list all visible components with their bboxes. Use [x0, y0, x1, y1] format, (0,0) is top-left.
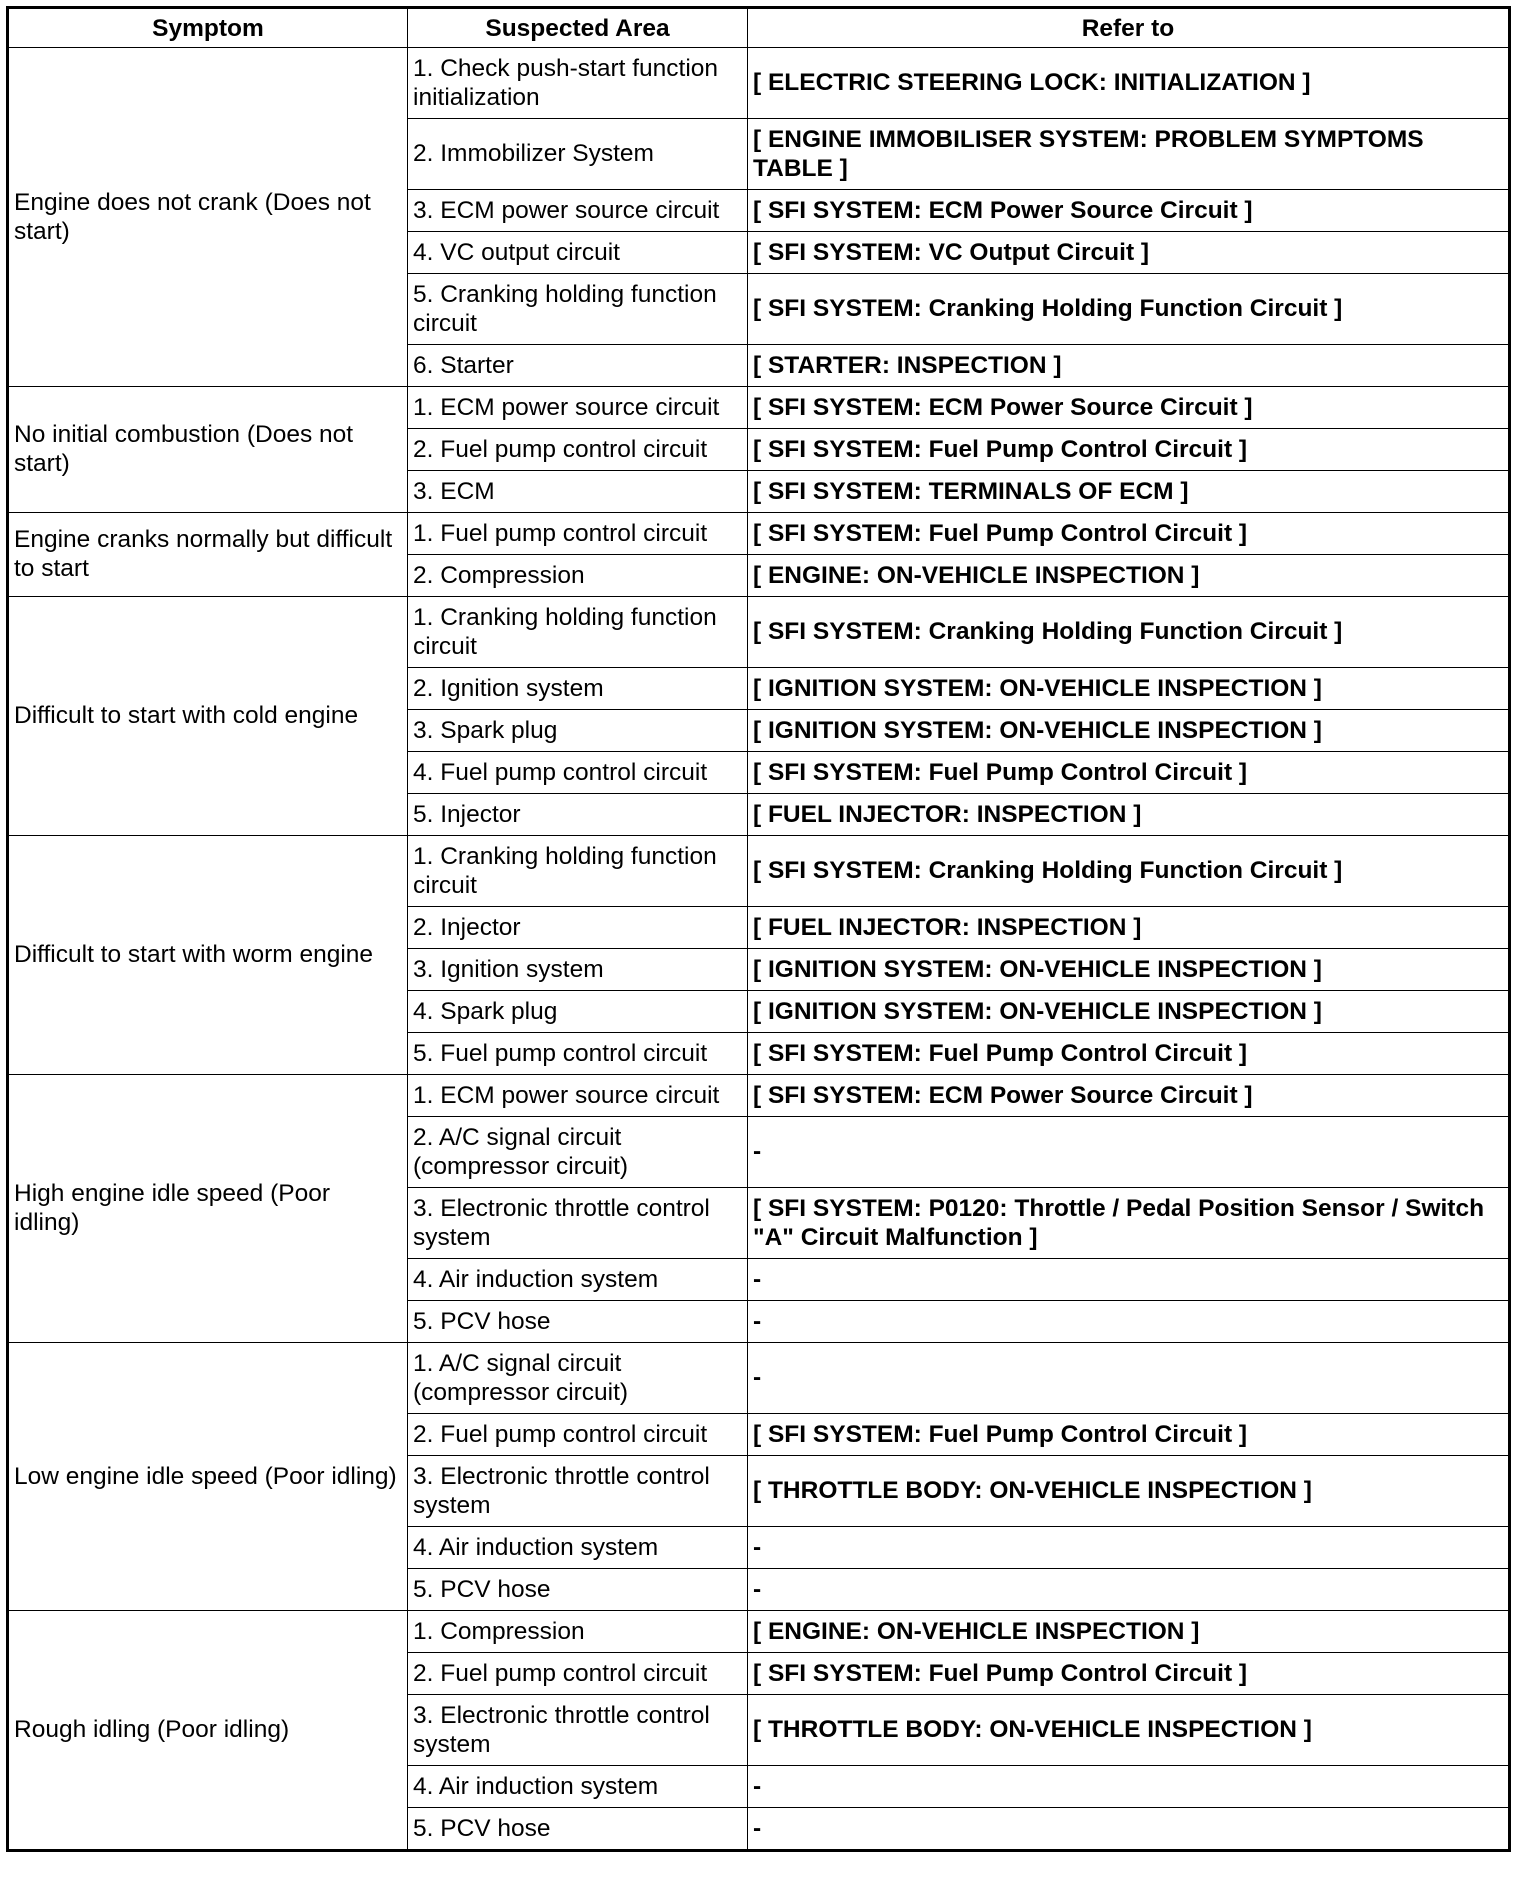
table-row	[8, 48, 1510, 119]
table-row	[8, 513, 1510, 555]
problem-symptoms-table	[6, 6, 1511, 1852]
suspected-area-cell: 5. PCV hose	[408, 1808, 748, 1851]
symptom-cell: Engine cranks normally but difficult to start	[8, 513, 408, 597]
refer-to-link[interactable]: [ SFI SYSTEM: TERMINALS OF ECM ]	[748, 471, 1510, 513]
refer-to-cell: -	[748, 1117, 1510, 1188]
suspected-area-cell: 4. Air induction system	[408, 1527, 748, 1569]
symptom-cell: High engine idle speed (Poor idling)	[8, 1075, 408, 1343]
refer-to-link[interactable]: [ THROTTLE BODY: ON-VEHICLE INSPECTION ]	[748, 1695, 1510, 1766]
suspected-area-cell: 1. ECM power source circuit	[408, 1075, 748, 1117]
refer-to-link[interactable]: [ FUEL INJECTOR: INSPECTION ]	[748, 907, 1510, 949]
refer-to-link[interactable]: [ ENGINE: ON-VEHICLE INSPECTION ]	[748, 1611, 1510, 1653]
suspected-area-cell: 4. Spark plug	[408, 991, 748, 1033]
suspected-area-cell: 1. Check push-start function initialization	[408, 48, 748, 119]
refer-to-cell: -	[748, 1808, 1510, 1851]
suspected-area-cell: 1. A/C signal circuit (compressor circuit)	[408, 1343, 748, 1414]
refer-to-cell: -	[748, 1527, 1510, 1569]
refer-to-cell: -	[748, 1301, 1510, 1343]
suspected-area-cell: 3. Electronic throttle control system	[408, 1456, 748, 1527]
refer-to-link[interactable]: [ ENGINE IMMOBILISER SYSTEM: PROBLEM SYMPTOMS TABLE ]	[748, 119, 1510, 190]
suspected-area-cell: 1. Cranking holding function circuit	[408, 836, 748, 907]
refer-to-link[interactable]: [ SFI SYSTEM: Fuel Pump Control Circuit ]	[748, 1653, 1510, 1695]
suspected-area-cell: 1. Fuel pump control circuit	[408, 513, 748, 555]
suspected-area-cell: 2. Immobilizer System	[408, 119, 748, 190]
suspected-area-cell: 2. Fuel pump control circuit	[408, 1414, 748, 1456]
symptom-cell: Difficult to start with worm engine	[8, 836, 408, 1075]
refer-to-cell: -	[748, 1343, 1510, 1414]
suspected-area-cell: 3. Electronic throttle control system	[408, 1695, 748, 1766]
suspected-area-cell: 2. Ignition system	[408, 668, 748, 710]
refer-to-link[interactable]: [ SFI SYSTEM: Fuel Pump Control Circuit ]	[748, 1414, 1510, 1456]
refer-to-link[interactable]: [ IGNITION SYSTEM: ON-VEHICLE INSPECTION ]	[748, 668, 1510, 710]
header-suspected-area: Suspected Area	[408, 8, 748, 48]
refer-to-link[interactable]: [ THROTTLE BODY: ON-VEHICLE INSPECTION ]	[748, 1456, 1510, 1527]
suspected-area-cell: 4. Fuel pump control circuit	[408, 752, 748, 794]
suspected-area-cell: 5. Injector	[408, 794, 748, 836]
problem-symptoms-page	[6, 6, 1511, 1852]
suspected-area-cell: 3. Ignition system	[408, 949, 748, 991]
suspected-area-cell: 3. Spark plug	[408, 710, 748, 752]
suspected-area-cell: 1. Cranking holding function circuit	[408, 597, 748, 668]
refer-to-link[interactable]: [ FUEL INJECTOR: INSPECTION ]	[748, 794, 1510, 836]
refer-to-link[interactable]: [ STARTER: INSPECTION ]	[748, 345, 1510, 387]
suspected-area-cell: 3. ECM	[408, 471, 748, 513]
suspected-area-cell: 2. A/C signal circuit (compressor circuit)	[408, 1117, 748, 1188]
refer-to-link[interactable]: [ SFI SYSTEM: Fuel Pump Control Circuit ]	[748, 752, 1510, 794]
refer-to-cell: -	[748, 1259, 1510, 1301]
symptom-cell: Difficult to start with cold engine	[8, 597, 408, 836]
refer-to-link[interactable]: [ SFI SYSTEM: Cranking Holding Function Circuit ]	[748, 274, 1510, 345]
suspected-area-cell: 4. Air induction system	[408, 1259, 748, 1301]
refer-to-link[interactable]: [ IGNITION SYSTEM: ON-VEHICLE INSPECTION ]	[748, 991, 1510, 1033]
suspected-area-cell: 5. Cranking holding function circuit	[408, 274, 748, 345]
refer-to-cell: -	[748, 1766, 1510, 1808]
table-header-row	[8, 8, 1510, 48]
symptom-cell: Rough idling (Poor idling)	[8, 1611, 408, 1851]
suspected-area-cell: 3. Electronic throttle control system	[408, 1188, 748, 1259]
refer-to-link[interactable]: [ SFI SYSTEM: Fuel Pump Control Circuit ]	[748, 1033, 1510, 1075]
suspected-area-cell: 5. PCV hose	[408, 1301, 748, 1343]
refer-to-link[interactable]: [ ELECTRIC STEERING LOCK: INITIALIZATION ]	[748, 48, 1510, 119]
refer-to-link[interactable]: [ SFI SYSTEM: ECM Power Source Circuit ]	[748, 387, 1510, 429]
refer-to-link[interactable]: [ SFI SYSTEM: Fuel Pump Control Circuit ]	[748, 513, 1510, 555]
refer-to-link[interactable]: [ SFI SYSTEM: Cranking Holding Function Circuit ]	[748, 836, 1510, 907]
suspected-area-cell: 1. ECM power source circuit	[408, 387, 748, 429]
suspected-area-cell: 4. VC output circuit	[408, 232, 748, 274]
suspected-area-cell: 6. Starter	[408, 345, 748, 387]
suspected-area-cell: 2. Injector	[408, 907, 748, 949]
table-row	[8, 836, 1510, 907]
refer-to-link[interactable]: [ IGNITION SYSTEM: ON-VEHICLE INSPECTION ]	[748, 710, 1510, 752]
suspected-area-cell: 3. ECM power source circuit	[408, 190, 748, 232]
refer-to-link[interactable]: [ SFI SYSTEM: Cranking Holding Function Circuit ]	[748, 597, 1510, 668]
table-row	[8, 1611, 1510, 1653]
suspected-area-cell: 4. Air induction system	[408, 1766, 748, 1808]
refer-to-link[interactable]: [ SFI SYSTEM: ECM Power Source Circuit ]	[748, 190, 1510, 232]
header-symptom: Symptom	[8, 8, 408, 48]
table-row	[8, 1343, 1510, 1414]
refer-to-link[interactable]: [ SFI SYSTEM: VC Output Circuit ]	[748, 232, 1510, 274]
symptom-cell: Engine does not crank (Does not start)	[8, 48, 408, 387]
suspected-area-cell: 2. Compression	[408, 555, 748, 597]
refer-to-link[interactable]: [ IGNITION SYSTEM: ON-VEHICLE INSPECTION ]	[748, 949, 1510, 991]
refer-to-link[interactable]: [ ENGINE: ON-VEHICLE INSPECTION ]	[748, 555, 1510, 597]
suspected-area-cell: 2. Fuel pump control circuit	[408, 1653, 748, 1695]
symptom-cell: No initial combustion (Does not start)	[8, 387, 408, 513]
refer-to-link[interactable]: [ SFI SYSTEM: ECM Power Source Circuit ]	[748, 1075, 1510, 1117]
header-refer-to: Refer to	[748, 8, 1510, 48]
table-row	[8, 1075, 1510, 1117]
suspected-area-cell: 5. Fuel pump control circuit	[408, 1033, 748, 1075]
table-row	[8, 597, 1510, 668]
refer-to-link[interactable]: [ SFI SYSTEM: P0120: Throttle / Pedal Position Sensor / Switch "A" Circuit Malfunction ]	[748, 1188, 1510, 1259]
suspected-area-cell: 1. Compression	[408, 1611, 748, 1653]
refer-to-cell: -	[748, 1569, 1510, 1611]
refer-to-link[interactable]: [ SFI SYSTEM: Fuel Pump Control Circuit ]	[748, 429, 1510, 471]
table-row	[8, 387, 1510, 429]
suspected-area-cell: 5. PCV hose	[408, 1569, 748, 1611]
suspected-area-cell: 2. Fuel pump control circuit	[408, 429, 748, 471]
symptom-cell: Low engine idle speed (Poor idling)	[8, 1343, 408, 1611]
